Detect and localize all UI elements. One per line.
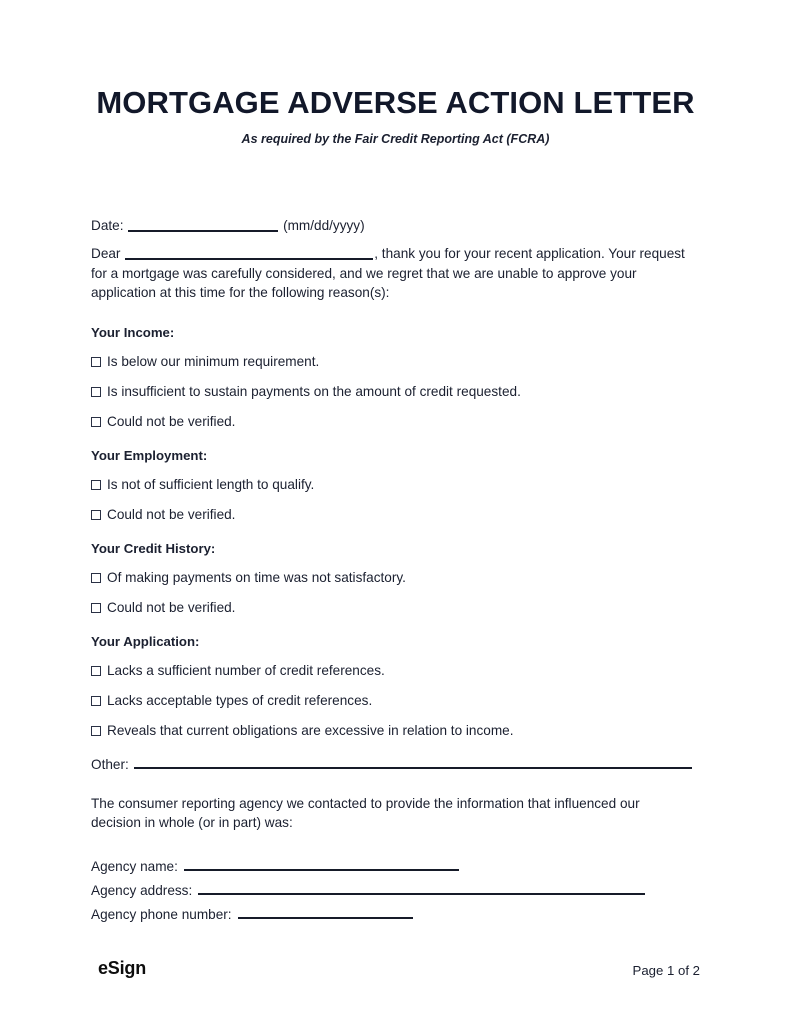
checkbox-icon[interactable]	[91, 510, 101, 520]
agency-name-row	[91, 855, 701, 879]
date-format-hint: (mm/dd/yyyy)	[283, 218, 365, 233]
checkbox-label: Lacks a sufficient number of credit references.	[107, 662, 385, 678]
esign-logo: eSign	[98, 958, 147, 978]
checkbox-icon[interactable]	[91, 357, 101, 367]
checkbox-label: Could not be verified.	[107, 413, 236, 429]
date-input[interactable]	[128, 230, 278, 232]
checkbox-row[interactable]	[91, 570, 701, 586]
agency-address-row	[91, 879, 701, 903]
checkbox-label: Of making payments on time was not satisfactory.	[107, 569, 406, 585]
section-your-credit-history	[91, 541, 701, 616]
section-heading: Your Employment:	[91, 447, 208, 463]
spacer	[91, 303, 701, 325]
checkbox-row[interactable]	[91, 384, 701, 400]
section-your-application	[91, 634, 701, 739]
checkbox-row[interactable]	[91, 477, 701, 493]
spacer	[91, 833, 701, 855]
agency-address-label: Agency address:	[91, 882, 193, 898]
checkbox-label: Could not be verified.	[107, 506, 236, 522]
checkbox-icon[interactable]	[91, 387, 101, 397]
date-label: Date:	[91, 218, 124, 233]
agency-phone-label: Agency phone number:	[91, 906, 232, 922]
checkbox-row[interactable]	[91, 693, 701, 709]
date-row	[91, 216, 701, 235]
agency-phone-row	[91, 903, 701, 927]
page-number: Page 1 of 2	[632, 963, 700, 978]
checkbox-icon[interactable]	[91, 573, 101, 583]
checkbox-label: Lacks acceptable types of credit references.	[107, 692, 373, 708]
other-input[interactable]	[134, 767, 692, 769]
checkbox-icon[interactable]	[91, 417, 101, 427]
checkbox-row[interactable]	[91, 663, 701, 679]
checkbox-label: Is below our minimum requirement.	[107, 353, 320, 369]
agency-phone-input[interactable]	[238, 917, 413, 919]
checkbox-icon[interactable]	[91, 666, 101, 676]
section-your-income	[91, 325, 701, 430]
recipient-name-input[interactable]	[125, 258, 373, 260]
checkbox-label: Is not of sufficient length to qualify.	[107, 476, 315, 492]
agency-paragraph: The consumer reporting agency we contacted to provide the information that influenced our decision in whole (or in part) was:	[91, 795, 640, 831]
checkbox-row[interactable]	[91, 600, 701, 616]
agency-address-input[interactable]	[198, 893, 645, 895]
checkbox-label: Could not be verified.	[107, 599, 236, 615]
other-row	[91, 757, 701, 772]
intro-text: , thank you for your recent application. Your request for a mortgage was carefully considered, and we regret that we are unable to approve your application at this time for the following reason(s):	[91, 246, 685, 301]
salutation-label: Dear	[91, 246, 121, 261]
checkbox-icon[interactable]	[91, 603, 101, 613]
salutation-paragraph	[91, 244, 691, 303]
checkbox-row[interactable]	[91, 354, 701, 370]
checkbox-row[interactable]	[91, 723, 701, 739]
spacer	[91, 235, 701, 244]
checkbox-label: Is insufficient to sustain payments on the amount of credit requested.	[107, 383, 521, 399]
other-label: Other:	[91, 756, 129, 772]
section-heading: Your Application:	[91, 633, 200, 649]
checkbox-label: Reveals that current obligations are excessive in relation to income.	[107, 722, 514, 738]
section-your-employment	[91, 448, 701, 523]
page-subtitle: As required by the Fair Credit Reporting Act (FCRA)	[241, 132, 550, 146]
document-body	[91, 216, 701, 927]
checkbox-row[interactable]	[91, 507, 701, 523]
page-title: MORTGAGE ADVERSE ACTION LETTER	[96, 85, 695, 120]
agency-name-label: Agency name:	[91, 858, 178, 874]
section-heading: Your Credit History:	[91, 540, 216, 556]
spacer	[91, 772, 701, 794]
agency-name-input[interactable]	[184, 869, 459, 871]
checkbox-icon[interactable]	[91, 726, 101, 736]
checkbox-icon[interactable]	[91, 480, 101, 490]
checkbox-icon[interactable]	[91, 696, 101, 706]
checkbox-row[interactable]	[91, 414, 701, 430]
section-heading: Your Income:	[91, 324, 175, 340]
